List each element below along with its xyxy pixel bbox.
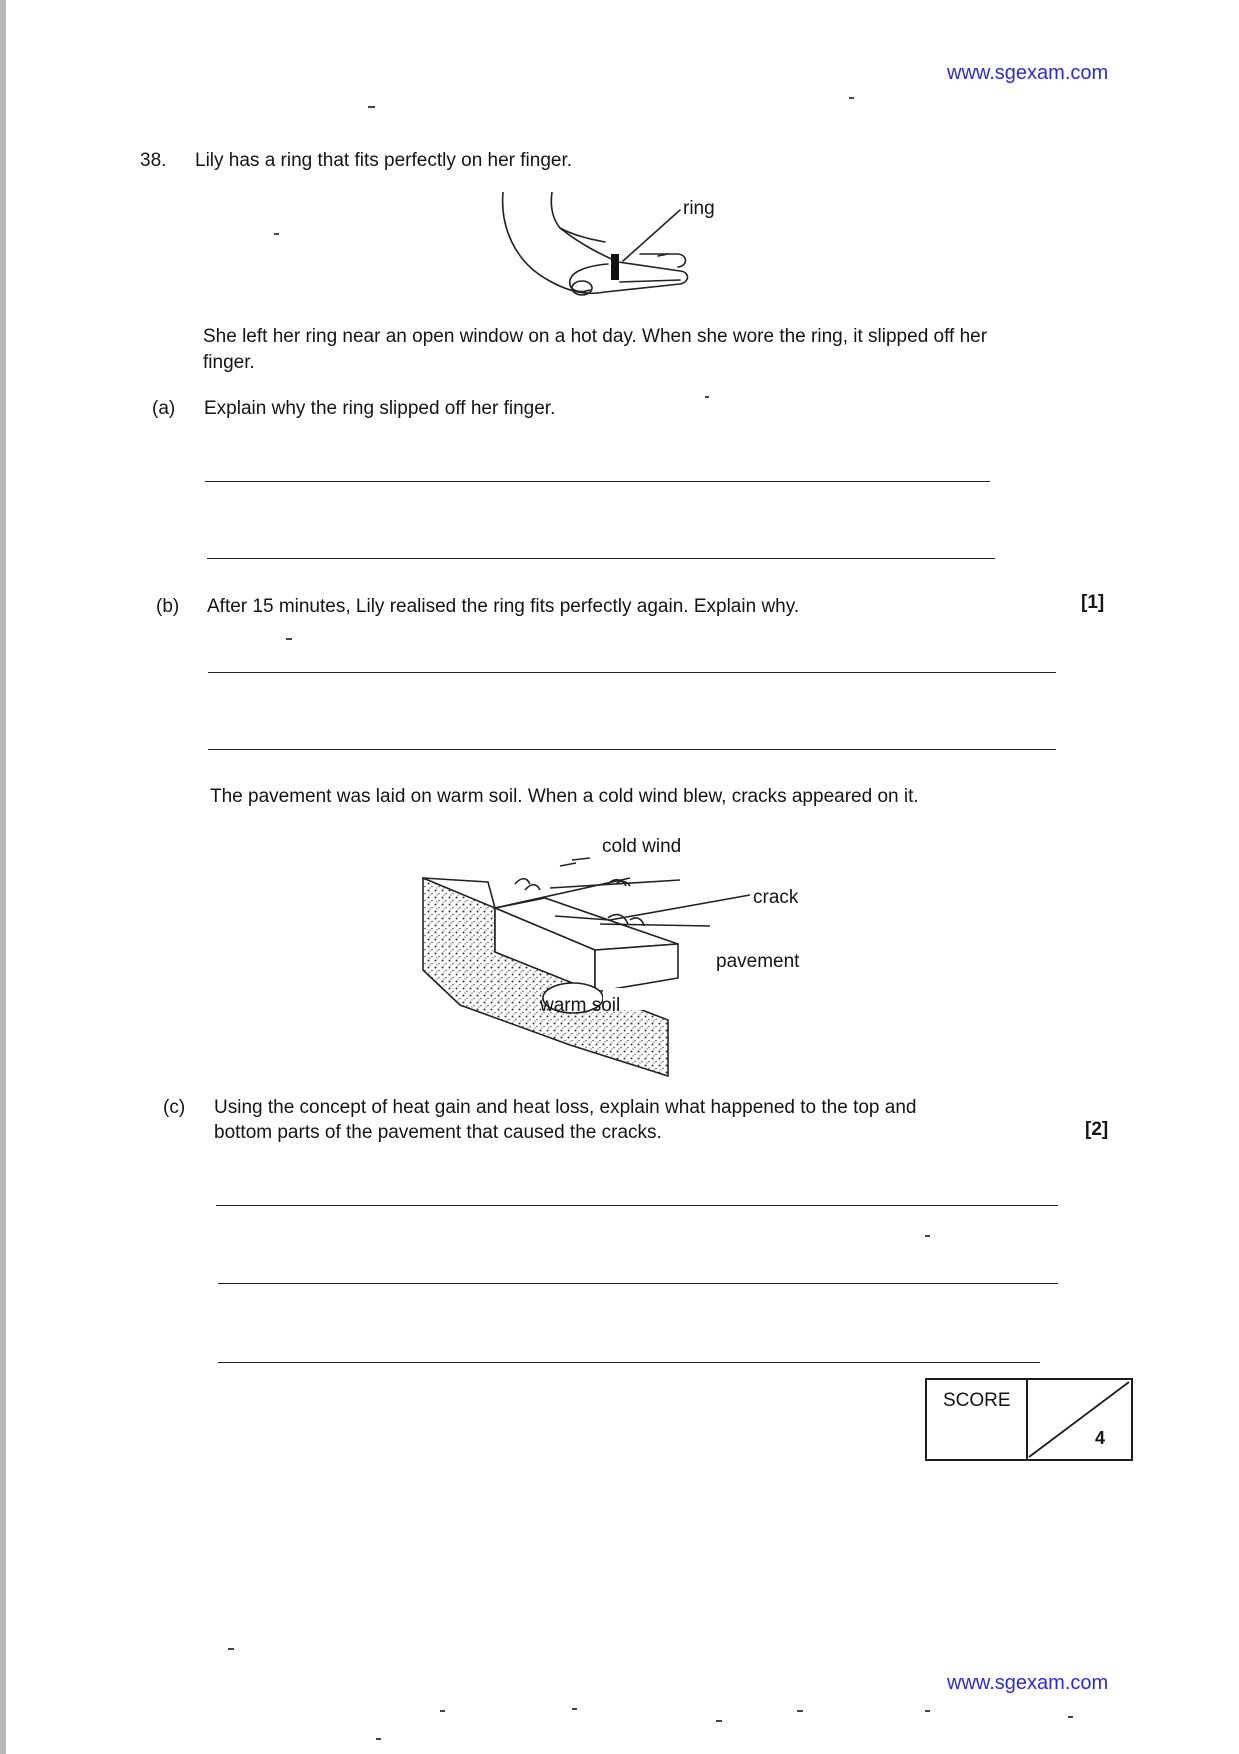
pavement-label: pavement [716,951,800,972]
answer-line-c2[interactable] [218,1283,1058,1284]
scenario-pavement: The pavement was laid on warm soil. When a cold wind blew, cracks appeared on it. [210,786,919,807]
scan-speck [797,1710,803,1712]
scan-speck [228,1648,234,1650]
scan-speck [849,97,854,99]
scan-speck [286,638,292,640]
answer-line-b1[interactable] [208,672,1056,673]
part-a-label: (a) [152,398,176,419]
part-b-question: After 15 minutes, Lily realised the ring fits perfectly again. Explain why. [207,596,800,617]
footer-website: www.sgexam.com [947,1672,1109,1694]
score-box [925,1378,1133,1461]
scan-speck [274,233,279,235]
scan-speck [925,1710,930,1712]
scan-speck [376,1738,381,1740]
scan-speck [440,1710,445,1712]
part-c-label: (c) [163,1097,186,1118]
crack-label: crack [753,887,799,908]
score-label: SCORE [943,1390,1011,1411]
part-c-question-line1: Using the concept of heat gain and heat loss, explain what happened to the top and [214,1097,917,1118]
warm-soil-label: warm soil [540,995,621,1016]
answer-line-c1[interactable] [216,1205,1058,1206]
answer-line-c3[interactable] [218,1362,1040,1363]
scan-speck [705,396,709,398]
question-intro: Lily has a ring that fits perfectly on her finger. [195,150,573,171]
part-c-question-line2: bottom parts of the pavement that caused the cracks. [214,1122,662,1143]
scan-speck [572,1708,577,1710]
answer-line-a1[interactable] [205,481,990,482]
part-a-question: Explain why the ring slipped off her finger. [204,398,556,419]
score-diagonal [1027,1380,1131,1459]
scan-edge [0,0,6,1754]
scan-speck [368,106,375,108]
answer-line-b2[interactable] [208,749,1056,750]
header-website: www.sgexam.com [947,62,1109,84]
scan-speck [716,1720,722,1722]
answer-line-a2[interactable] [207,558,995,559]
ring-label-text: ring [683,198,715,219]
cold-wind-label: cold wind [602,836,682,857]
scan-speck [925,1235,930,1237]
part-b-marks: [1] [1081,592,1105,613]
part-b-label: (b) [156,596,180,617]
scenario-ring: She left her ring near an open window on a hot day. When she wore the ring, it slipped off her finger. [203,326,988,373]
scan-speck [1068,1716,1073,1718]
score-total: 4 [1095,1428,1106,1448]
question-number: 38. [140,150,167,171]
part-c-marks: [2] [1085,1119,1109,1140]
